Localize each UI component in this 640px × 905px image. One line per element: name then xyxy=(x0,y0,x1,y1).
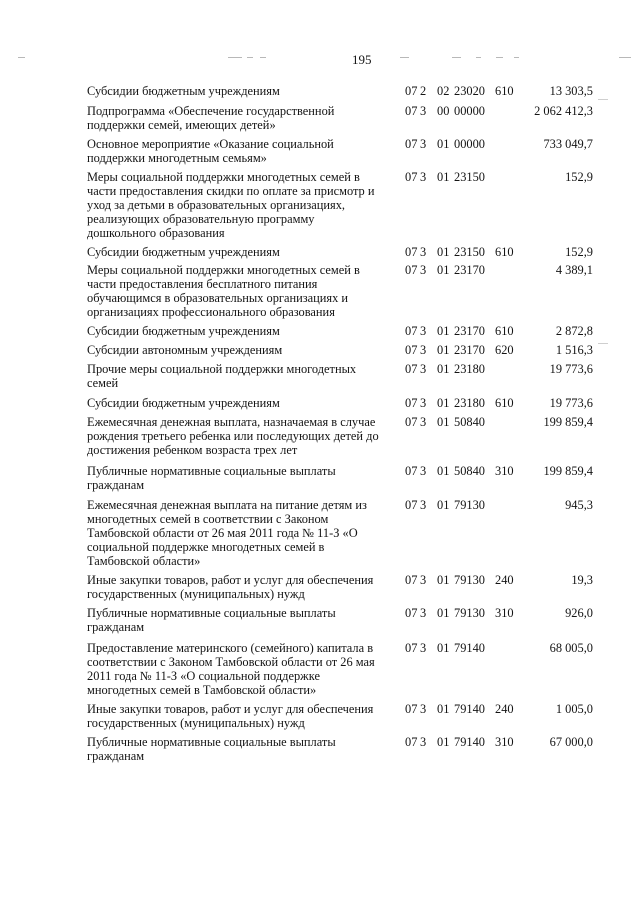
row-description: Субсидии бюджетным учреждениям xyxy=(87,324,280,338)
row-amount: 1 005,0 xyxy=(555,702,593,716)
expense-type-code: 610 xyxy=(495,84,514,98)
program-code: 01 xyxy=(437,343,450,357)
ministry-code: 07 xyxy=(405,606,418,620)
table-row xyxy=(87,343,603,357)
section-code: 3 xyxy=(420,641,427,655)
expense-type-code: 310 xyxy=(495,606,514,620)
row-description: Меры социальной поддержки многодетных семей в части предоставления бесплатного питания обучающимся в образовательных организациях и организациях профессионального образования xyxy=(87,263,360,319)
table-row xyxy=(87,415,603,457)
section-code: 3 xyxy=(420,702,427,716)
table-row xyxy=(87,324,603,338)
program-code: 01 xyxy=(437,498,450,512)
section-code: 3 xyxy=(420,498,427,512)
item-code: 23180 xyxy=(454,396,485,410)
program-code: 01 xyxy=(437,606,450,620)
table-row xyxy=(87,362,603,390)
table-row xyxy=(87,702,603,730)
header-dash xyxy=(247,57,253,58)
expense-type-code: 240 xyxy=(495,702,514,716)
section-code: 3 xyxy=(420,170,427,184)
header-dash xyxy=(514,57,519,58)
expense-type-code: 620 xyxy=(495,343,514,357)
row-amount: 19,3 xyxy=(571,573,593,587)
item-code: 23170 xyxy=(454,343,485,357)
program-code: 01 xyxy=(437,464,450,478)
row-amount: 152,9 xyxy=(565,170,593,184)
row-amount: 1 516,3 xyxy=(555,343,593,357)
expense-type-code: 240 xyxy=(495,573,514,587)
program-code: 02 xyxy=(437,84,450,98)
program-code: 01 xyxy=(437,702,450,716)
section-code: 3 xyxy=(420,137,427,151)
row-amount: 4 389,1 xyxy=(555,263,593,277)
item-code: 79140 xyxy=(454,702,485,716)
row-amount: 2 872,8 xyxy=(555,324,593,338)
program-code: 01 xyxy=(437,324,450,338)
budget-table xyxy=(87,84,603,763)
row-description: Субсидии бюджетным учреждениям xyxy=(87,396,280,410)
header-dash xyxy=(619,57,631,58)
section-code: 2 xyxy=(420,84,427,98)
table-row xyxy=(87,735,603,763)
row-amount: 733 049,7 xyxy=(543,137,593,151)
row-amount: 67 000,0 xyxy=(549,735,593,749)
ministry-code: 07 xyxy=(405,464,418,478)
program-code: 01 xyxy=(437,263,450,277)
item-code: 23170 xyxy=(454,324,485,338)
ministry-code: 07 xyxy=(405,343,418,357)
ministry-code: 07 xyxy=(405,137,418,151)
ministry-code: 07 xyxy=(405,170,418,184)
ministry-code: 07 xyxy=(405,324,418,338)
expense-type-code: 310 xyxy=(495,464,514,478)
row-amount: 199 859,4 xyxy=(543,415,593,429)
ministry-code: 07 xyxy=(405,84,418,98)
header-dash xyxy=(18,57,25,58)
row-description: Иные закупки товаров, работ и услуг для обеспечения государственных (муниципальных) нужд xyxy=(87,573,374,601)
item-code: 79140 xyxy=(454,641,485,655)
expense-type-code: 610 xyxy=(495,324,514,338)
ministry-code: 07 xyxy=(405,362,418,376)
ministry-code: 07 xyxy=(405,263,418,277)
row-description: Публичные нормативные социальные выплаты гражданам xyxy=(87,735,336,763)
ministry-code: 07 xyxy=(405,396,418,410)
row-amount: 13 303,5 xyxy=(549,84,593,98)
item-code: 79130 xyxy=(454,573,485,587)
ministry-code: 07 xyxy=(405,735,418,749)
row-description: Публичные нормативные социальные выплаты гражданам xyxy=(87,606,336,634)
ministry-code: 07 xyxy=(405,415,418,429)
section-code: 3 xyxy=(420,735,427,749)
program-code: 01 xyxy=(437,245,450,259)
section-code: 3 xyxy=(420,104,427,118)
section-code: 3 xyxy=(420,573,427,587)
table-row xyxy=(87,606,603,634)
section-code: 3 xyxy=(420,245,427,259)
ministry-code: 07 xyxy=(405,641,418,655)
header-dash xyxy=(496,57,503,58)
table-row xyxy=(87,170,603,240)
header-dash xyxy=(400,57,409,58)
ministry-code: 07 xyxy=(405,498,418,512)
table-row xyxy=(87,396,603,410)
program-code: 01 xyxy=(437,573,450,587)
section-code: 3 xyxy=(420,362,427,376)
row-description: Подпрограмма «Обеспечение государственной поддержки семей, имеющих детей» xyxy=(87,104,335,132)
row-description: Ежемесячная денежная выплата на питание детям из многодетных семей в соответствии с Законом Тамбовской области от 26 мая 2011 года № 11-З «О социальной поддержке многодетных семей в Тамбовской области» xyxy=(87,498,367,568)
row-description: Меры социальной поддержки многодетных семей в части предоставления скидки по оплате за присмотр и уход за детьми в образовательных организациях, реализующих образовательную программу дошкольного образования xyxy=(87,170,375,240)
ministry-code: 07 xyxy=(405,104,418,118)
program-code: 01 xyxy=(437,137,450,151)
row-description: Публичные нормативные социальные выплаты гражданам xyxy=(87,464,336,492)
header-dash xyxy=(228,57,242,58)
item-code: 23150 xyxy=(454,170,485,184)
table-row xyxy=(87,245,603,259)
expense-type-code: 610 xyxy=(495,245,514,259)
section-code: 3 xyxy=(420,343,427,357)
item-code: 23150 xyxy=(454,245,485,259)
ministry-code: 07 xyxy=(405,702,418,716)
program-code: 01 xyxy=(437,641,450,655)
section-code: 3 xyxy=(420,263,427,277)
row-amount: 19 773,6 xyxy=(549,362,593,376)
section-code: 3 xyxy=(420,324,427,338)
row-amount: 945,3 xyxy=(565,498,593,512)
row-description: Субсидии бюджетным учреждениям xyxy=(87,245,280,259)
table-row xyxy=(87,573,603,601)
table-row xyxy=(87,498,603,568)
table-row xyxy=(87,263,603,319)
item-code: 50840 xyxy=(454,415,485,429)
header-dash xyxy=(452,57,461,58)
item-code: 79130 xyxy=(454,498,485,512)
row-amount: 2 062 412,3 xyxy=(534,104,593,118)
header-dash xyxy=(476,57,481,58)
item-code: 00000 xyxy=(454,137,485,151)
program-code: 00 xyxy=(437,104,450,118)
row-description: Субсидии автономным учреждениям xyxy=(87,343,283,357)
row-description: Основное мероприятие «Оказание социальной поддержки многодетным семьям» xyxy=(87,137,334,165)
item-code: 23180 xyxy=(454,362,485,376)
page-number: 195 xyxy=(352,52,372,67)
item-code: 79130 xyxy=(454,606,485,620)
program-code: 01 xyxy=(437,396,450,410)
program-code: 01 xyxy=(437,362,450,376)
row-amount: 152,9 xyxy=(565,245,593,259)
row-amount: 199 859,4 xyxy=(543,464,593,478)
ministry-code: 07 xyxy=(405,245,418,259)
ministry-code: 07 xyxy=(405,573,418,587)
row-description: Прочие меры социальной поддержки многодетных семей xyxy=(87,362,357,390)
section-code: 3 xyxy=(420,415,427,429)
section-code: 3 xyxy=(420,464,427,478)
item-code: 79140 xyxy=(454,735,485,749)
item-code: 23170 xyxy=(454,263,485,277)
row-amount: 68 005,0 xyxy=(549,641,593,655)
table-row xyxy=(87,464,603,492)
program-code: 01 xyxy=(437,415,450,429)
row-amount: 19 773,6 xyxy=(549,396,593,410)
expense-type-code: 610 xyxy=(495,396,514,410)
table-row xyxy=(87,84,603,98)
section-code: 3 xyxy=(420,396,427,410)
section-code: 3 xyxy=(420,606,427,620)
table-row xyxy=(87,104,603,132)
row-description: Субсидии бюджетным учреждениям xyxy=(87,84,280,98)
item-code: 00000 xyxy=(454,104,485,118)
row-amount: 926,0 xyxy=(565,606,593,620)
expense-type-code: 310 xyxy=(495,735,514,749)
row-description: Иные закупки товаров, работ и услуг для обеспечения государственных (муниципальных) нужд xyxy=(87,702,374,730)
table-row xyxy=(87,641,603,697)
header-dash xyxy=(260,57,266,58)
item-code: 23020 xyxy=(454,84,485,98)
program-code: 01 xyxy=(437,170,450,184)
item-code: 50840 xyxy=(454,464,485,478)
table-row xyxy=(87,137,603,165)
row-description: Предоставление материнского (семейного) капитала в соответствии с Законом Тамбовской области от 26 мая 2011 года № 11-З «О социальной поддержке многодетных семей в Тамбовской области» xyxy=(87,641,375,697)
row-description: Ежемесячная денежная выплата, назначаемая в случае рождения третьего ребенка или последующих детей до достижения ребенком возраста трех лет xyxy=(87,415,379,457)
program-code: 01 xyxy=(437,735,450,749)
